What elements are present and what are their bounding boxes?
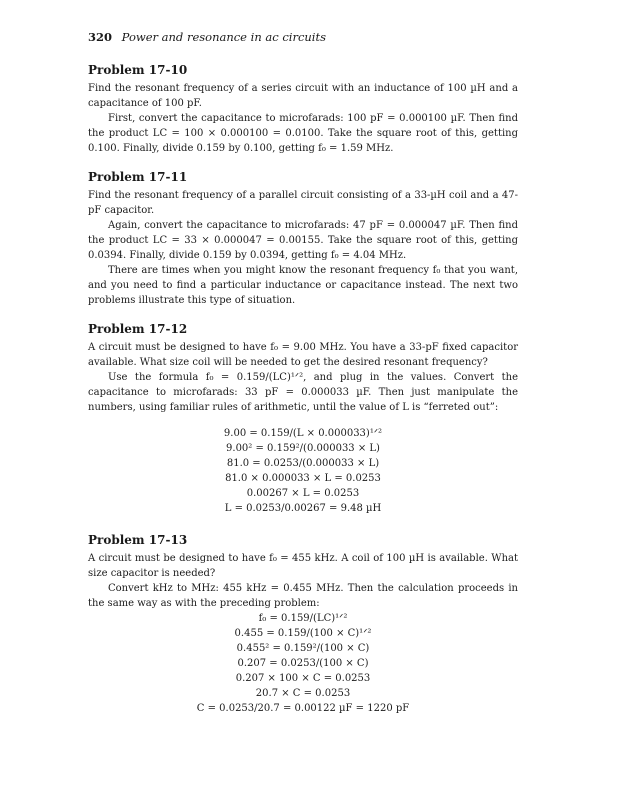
equation-line: C = 0.0253/20.7 = 0.00122 µF = 1220 pF <box>196 703 410 714</box>
book-page <box>88 30 518 729</box>
solution-paragraph: Convert kHz to MHz: 455 kHz = 0.455 MHz. Then the calculation proceeds in the same way as with the preceding problem: <box>88 583 518 609</box>
equation-line: 20.7 × C = 0.0253 <box>255 688 351 699</box>
problem-title: Problem 17-11 <box>88 170 188 184</box>
problem-title: Problem 17-10 <box>88 63 188 77</box>
equation-line: 9.00² = 0.159²/(0.000033 × L) <box>226 443 380 454</box>
equation-line: 0.207 × 100 × C = 0.0253 <box>235 673 371 684</box>
equation-line: 0.207 = 0.0253/(100 × C) <box>237 658 369 669</box>
problem-statement: Find the resonant frequency of a parallel circuit consisting of a 33-µH coil and a 47-pF capacitor. <box>88 190 518 216</box>
problem-statement: Find the resonant frequency of a series circuit with an inductance of 100 µH and a capacitance of 100 pF. <box>88 83 518 109</box>
equation-line: 0.455 = 0.159/(100 × C)¹ᐟ² <box>234 628 372 639</box>
problem-17-13 <box>88 532 518 716</box>
equation-block <box>88 426 518 516</box>
solution-paragraph: Use the formula f₀ = 0.159/(LC)¹ᐟ², and plug in the values. Convert the capacitance to microfarads: 33 pF = 0.000033 µF. Then just manipulate the numbers, using familiar rules of arithmetic, until the value of L is “ferreted out”: <box>88 372 518 413</box>
solution-paragraph: Again, convert the capacitance to microfarads: 47 pF = 0.000047 µF. Then find the product LC = 33 × 0.000047 = 0.00155. Take the square root of this, getting 0.0394. Finally, divide 0.159 by 0.0394, getting f₀ = 4.04 MHz. <box>88 220 518 261</box>
equation-line: 81.0 × 0.000033 × L = 0.0253 <box>225 473 381 484</box>
equation-block <box>88 611 518 716</box>
problem-17-12 <box>88 321 518 516</box>
problem-title: Problem 17-13 <box>88 533 188 547</box>
body-paragraph: There are times when you might know the resonant frequency f₀ that you want, and you need to find a particular inductance or capacitance instead. The next two problems illustrate this type of situation. <box>88 265 518 306</box>
equation-line: 0.455² = 0.159²/(100 × C) <box>236 643 370 654</box>
equation-line: 0.00267 × L = 0.0253 <box>246 488 360 499</box>
running-header <box>88 30 518 45</box>
equation-line: 9.00 = 0.159/(L × 0.000033)¹ᐟ² <box>223 428 383 439</box>
problem-statement: A circuit must be designed to have f₀ = 455 kHz. A coil of 100 µH is available. What size capacitor is needed? <box>88 553 518 579</box>
equation-line: f₀ = 0.159/(LC)¹ᐟ² <box>258 613 348 624</box>
problem-title: Problem 17-12 <box>88 322 188 336</box>
running-title: Power and resonance in ac circuits <box>121 30 327 44</box>
problem-17-10 <box>88 62 518 156</box>
solution-paragraph: First, convert the capacitance to microfarads: 100 pF = 0.000100 µF. Then find the product LC = 100 × 0.000100 = 0.0100. Take the square root of this, getting 0.100. Finally, divide 0.159 by 0.100, getting f₀ = 1.59 MHz. <box>88 113 518 154</box>
problem-17-11 <box>88 169 518 308</box>
equation-line: 81.0 = 0.0253/(0.000033 × L) <box>226 458 380 469</box>
problem-statement: A circuit must be designed to have f₀ = 9.00 MHz. You have a 33-pF fixed capacitor available. What size coil will be needed to get the desired resonant frequency? <box>88 342 518 368</box>
equation-line: L = 0.0253/0.00267 = 9.48 µH <box>224 503 382 514</box>
page-number: 320 <box>88 30 113 44</box>
